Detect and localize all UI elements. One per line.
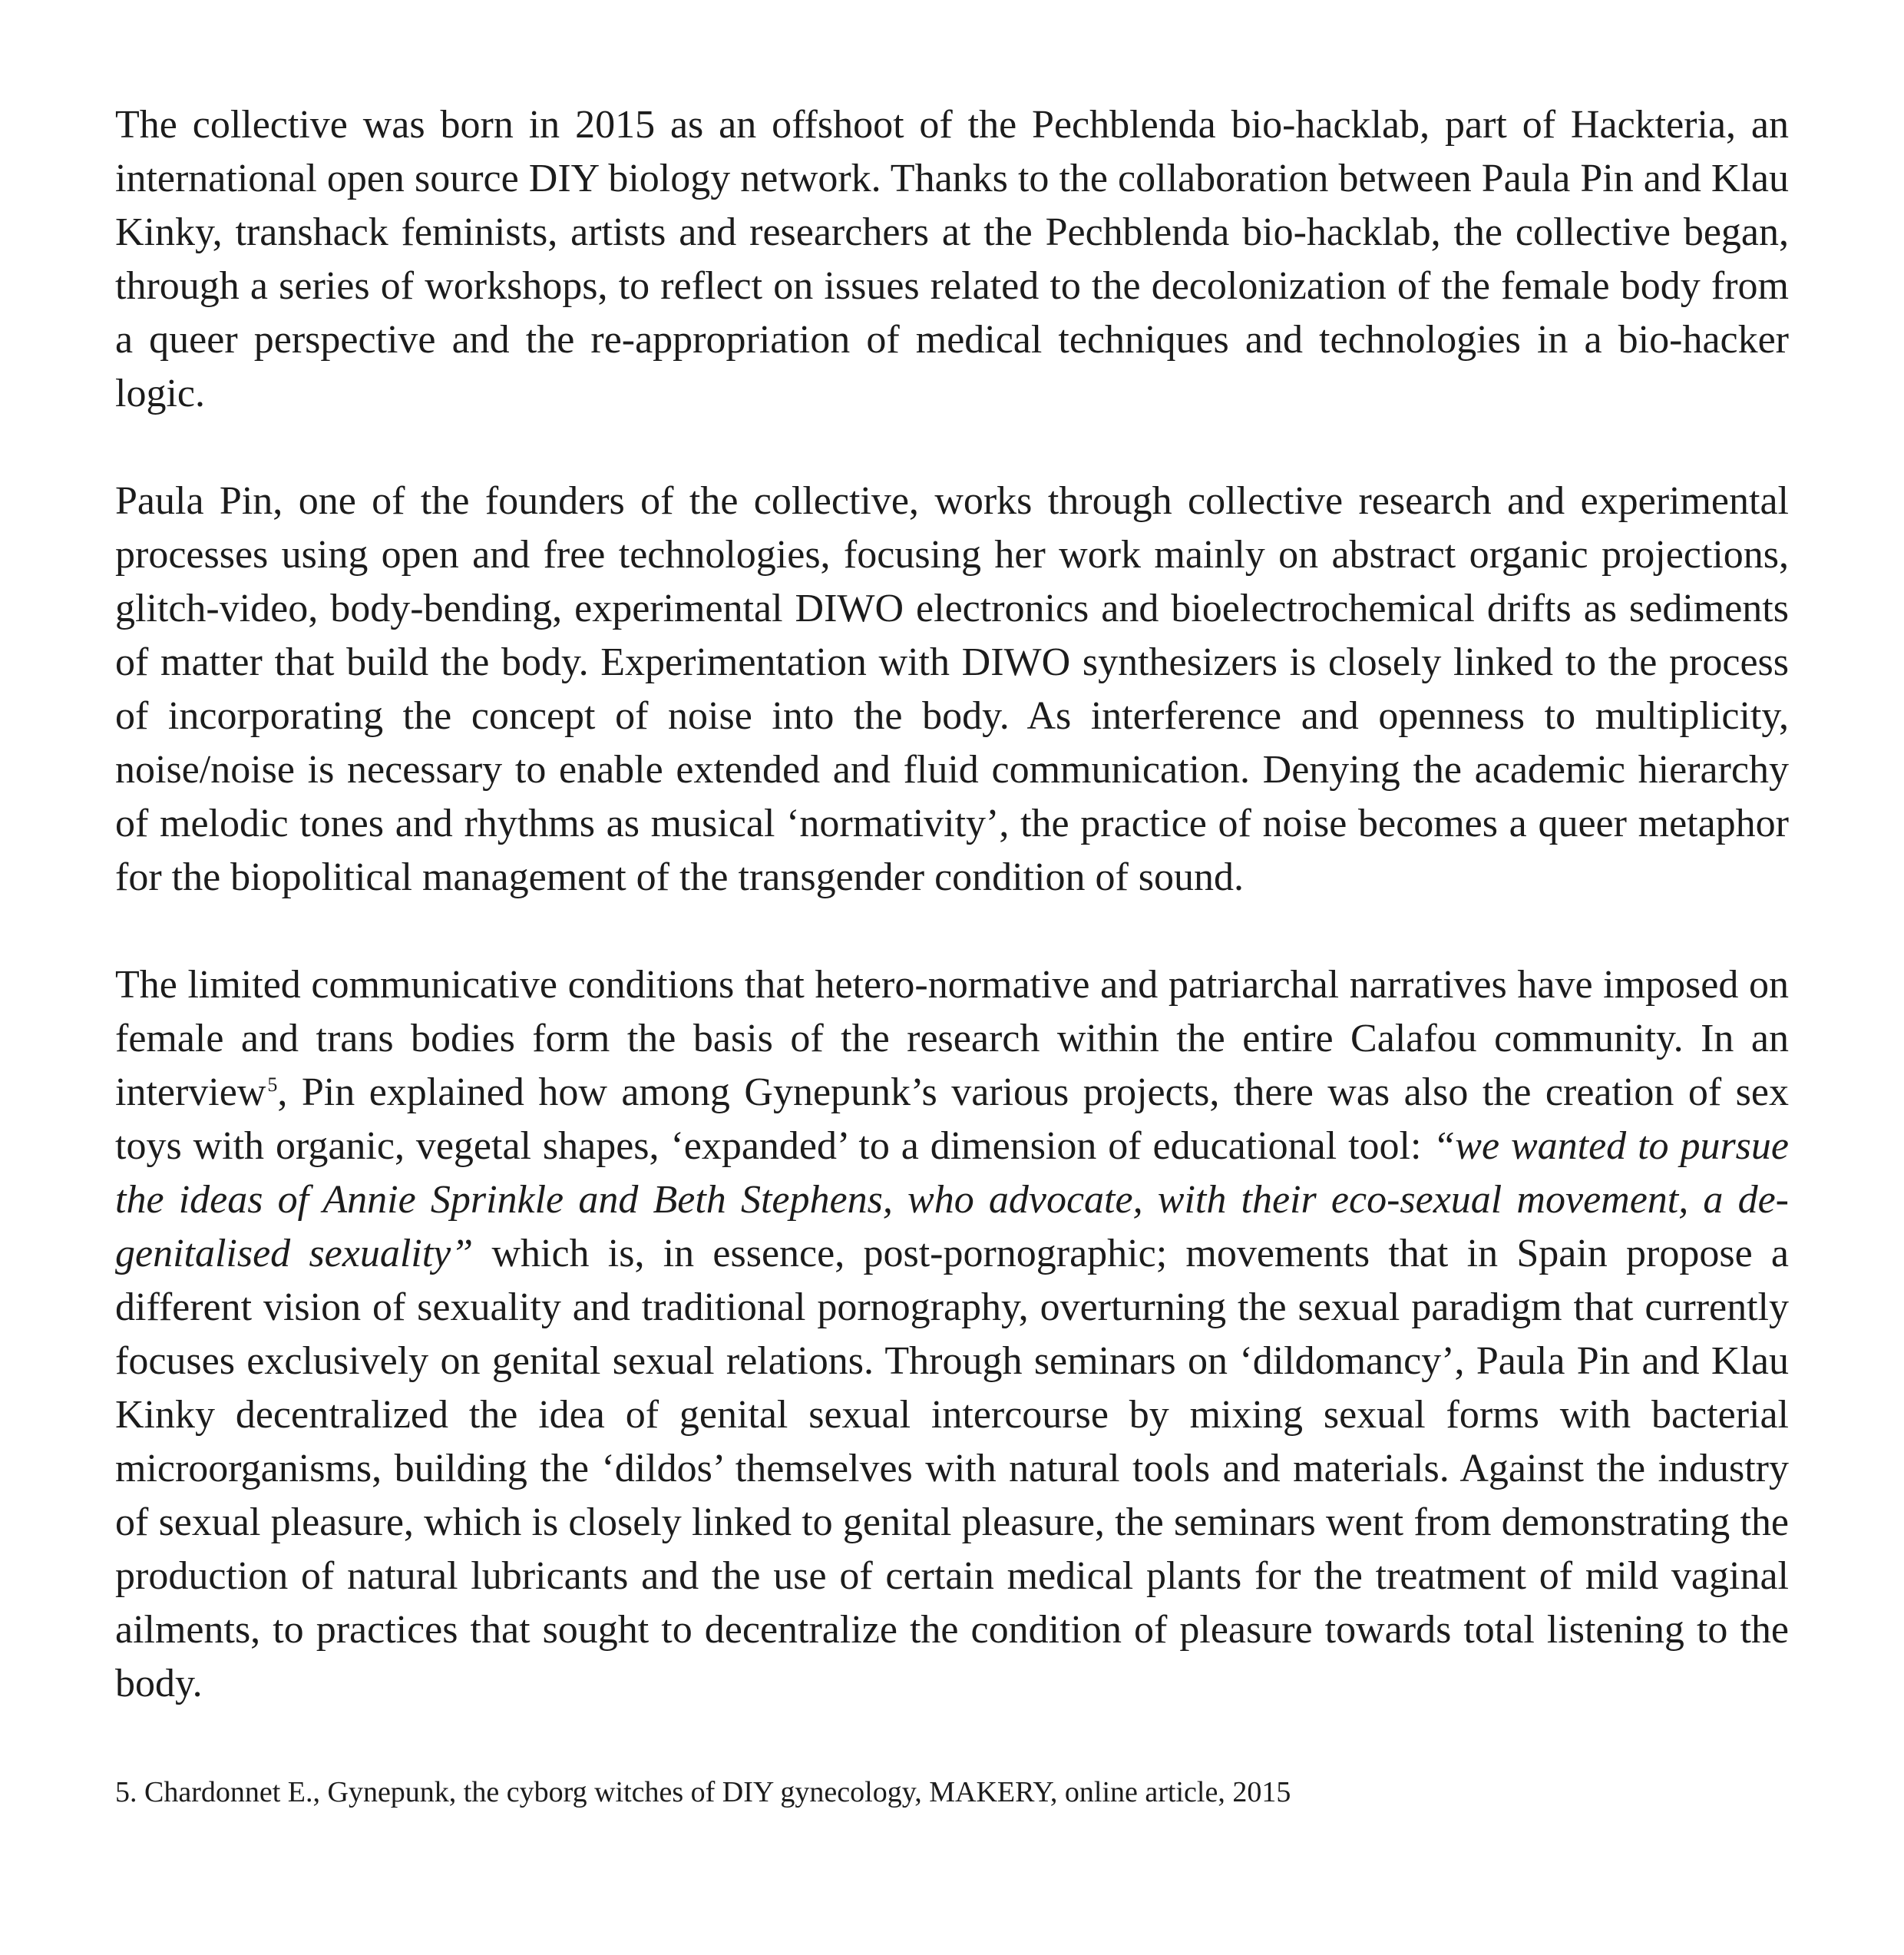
paragraph-limited-conditions: [115, 958, 1789, 1711]
italic-quote: “we wanted to pursue the ideas of Annie Sprinkle and Beth Stephens, who advocate, with their eco-sexual movement, a de-genitalised sexuality”: [115, 1124, 1789, 1275]
document-body: [115, 98, 1789, 1711]
footnote: 5. Chardonnet E., Gynepunk, the cyborg witches of DIY gynecology, MAKERY, online article, 2015: [115, 1776, 1291, 1808]
paragraph-text: The limited communicative conditions that hetero-normative and patriarchal narratives have imposed on female and trans bodies form the basis of the research within the entire Calafou community. In an interview: [115, 963, 1789, 1114]
paragraph-collective-origin: The collective was born in 2015 as an offshoot of the Pechblenda bio-hacklab, part of Hackteria, an international open source DIY biology network. Thanks to the collaboration between Paula Pin and Klau Kinky, transhack feminists, artists and researchers at the Pechblenda bio-hacklab, the collective began, through a series of workshops, to reflect on issues related to the decolonization of the female body from a queer perspective and the re-appropriation of medical techniques and technologies in a bio-hacker logic.: [115, 103, 1789, 415]
paragraph-text: , Pin explained how among Gynepunk’s various projects, there was also the creation of sex toys with organic, vegetal shapes, ‘expanded’ to a dimension of educational tool:: [115, 1070, 1789, 1168]
paragraph-text: which is, in essence, post-pornographic; movements that in Spain propose a different vision of sexuality and traditional pornography, overturning the sexual paradigm that currently focuses exclusively on genital sexual relations. Through seminars on ‘dildomancy’, Paula Pin and Klau Kinky decentralized the idea of genital sexual intercourse by mixing sexual forms with bacterial microorganisms, building the ‘dildos’ themselves with natural tools and materials. Against the industry of sexual pleasure, which is closely linked to genital pleasure, the seminars went from demonstrating the production of natural lubricants and the use of certain medical plants for the treatment of mild vaginal ailments, to practices that sought to decentralize the condition of pleasure towards total listening to the body.: [115, 1232, 1789, 1705]
paragraph-paula-pin: Paula Pin, one of the founders of the collective, works through collective research and experimental processes using open and free technologies, focusing her work mainly on abstract organic projections, glitch-video, body-bending, experimental DIWO electronics and bioelectrochemical drifts as sediments of matter that build the body. Experimentation with DIWO synthesizers is closely linked to the process of incorporating the concept of noise into the body. As interference and openness to multiplicity, noise/noise is necessary to enable extended and fluid communication. Denying the academic hierarchy of melodic tones and rhythms as musical ‘normativity’, the practice of noise becomes a queer metaphor for the biopolitical management of the transgender condition of sound.: [115, 479, 1789, 899]
footnote-reference: 5: [267, 1073, 278, 1096]
